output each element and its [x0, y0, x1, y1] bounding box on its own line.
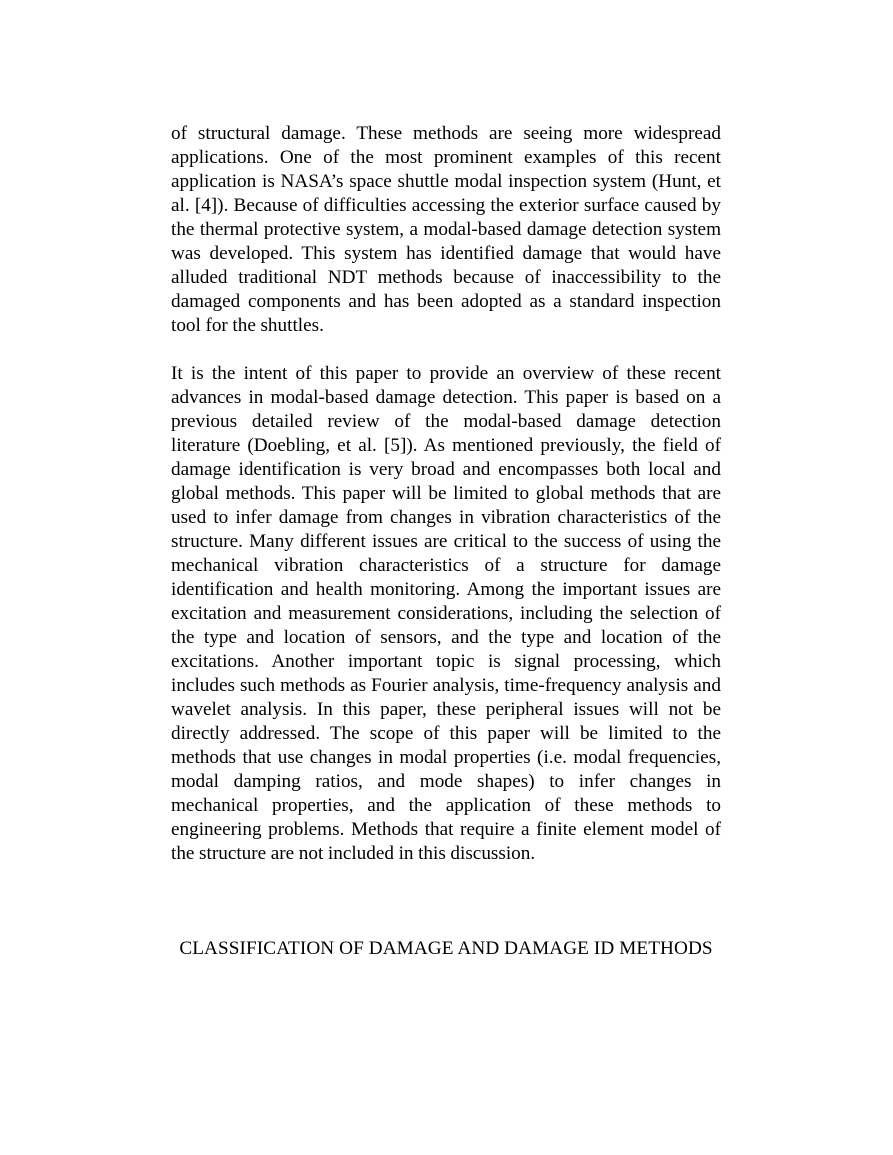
section-heading: CLASSIFICATION OF DAMAGE AND DAMAGE ID METHODS [179, 938, 713, 959]
paragraph-2: It is the intent of this paper to provide an overview of these recent advances in modal-based damage detection. This paper is based on a previous detailed review of the modal-based damage detection literature (Doebling, et al. [5]). As mentioned previously, the field of damage identification is very broad and encompasses both local and global methods. This paper will be limited to global methods that are used to infer damage from changes in vibration characteristics of the structure. Many different issues are critical to the success of using the mechanical vibration characteristics of a structure for damage identification and health monitoring. Among the important issues are excitation and measurement considerations, including the selection of the type and location of sensors, and the type and location of the excitations. Another important topic is signal processing, which includes such methods as Fourier analysis, time-frequency analysis and wavelet analysis. In this paper, these peripheral issues will not be directly addressed. The scope of this paper will be limited to the methods that use changes in modal properties (i.e. modal frequencies, modal damping ratios, and mode shapes) to infer changes in mechanical properties, and the application of these methods to engineering problems. Methods that require a finite element model of the structure are not included in this discussion. [171, 363, 721, 864]
paragraph-1: of structural damage. These methods are seeing more widespread applications. One of the most prominent examples of this recent application is NASA’s space shuttle modal inspection system (Hunt, et al. [4]). Because of difficulties accessing the exterior surface caused by the thermal protective system, a modal-based damage detection system was developed. This system has identified damage that would have alluded traditional NDT methods because of inaccessibility to the damaged components and has been adopted as a standard inspection tool for the shuttles. [171, 123, 721, 336]
body-text [171, 122, 721, 866]
